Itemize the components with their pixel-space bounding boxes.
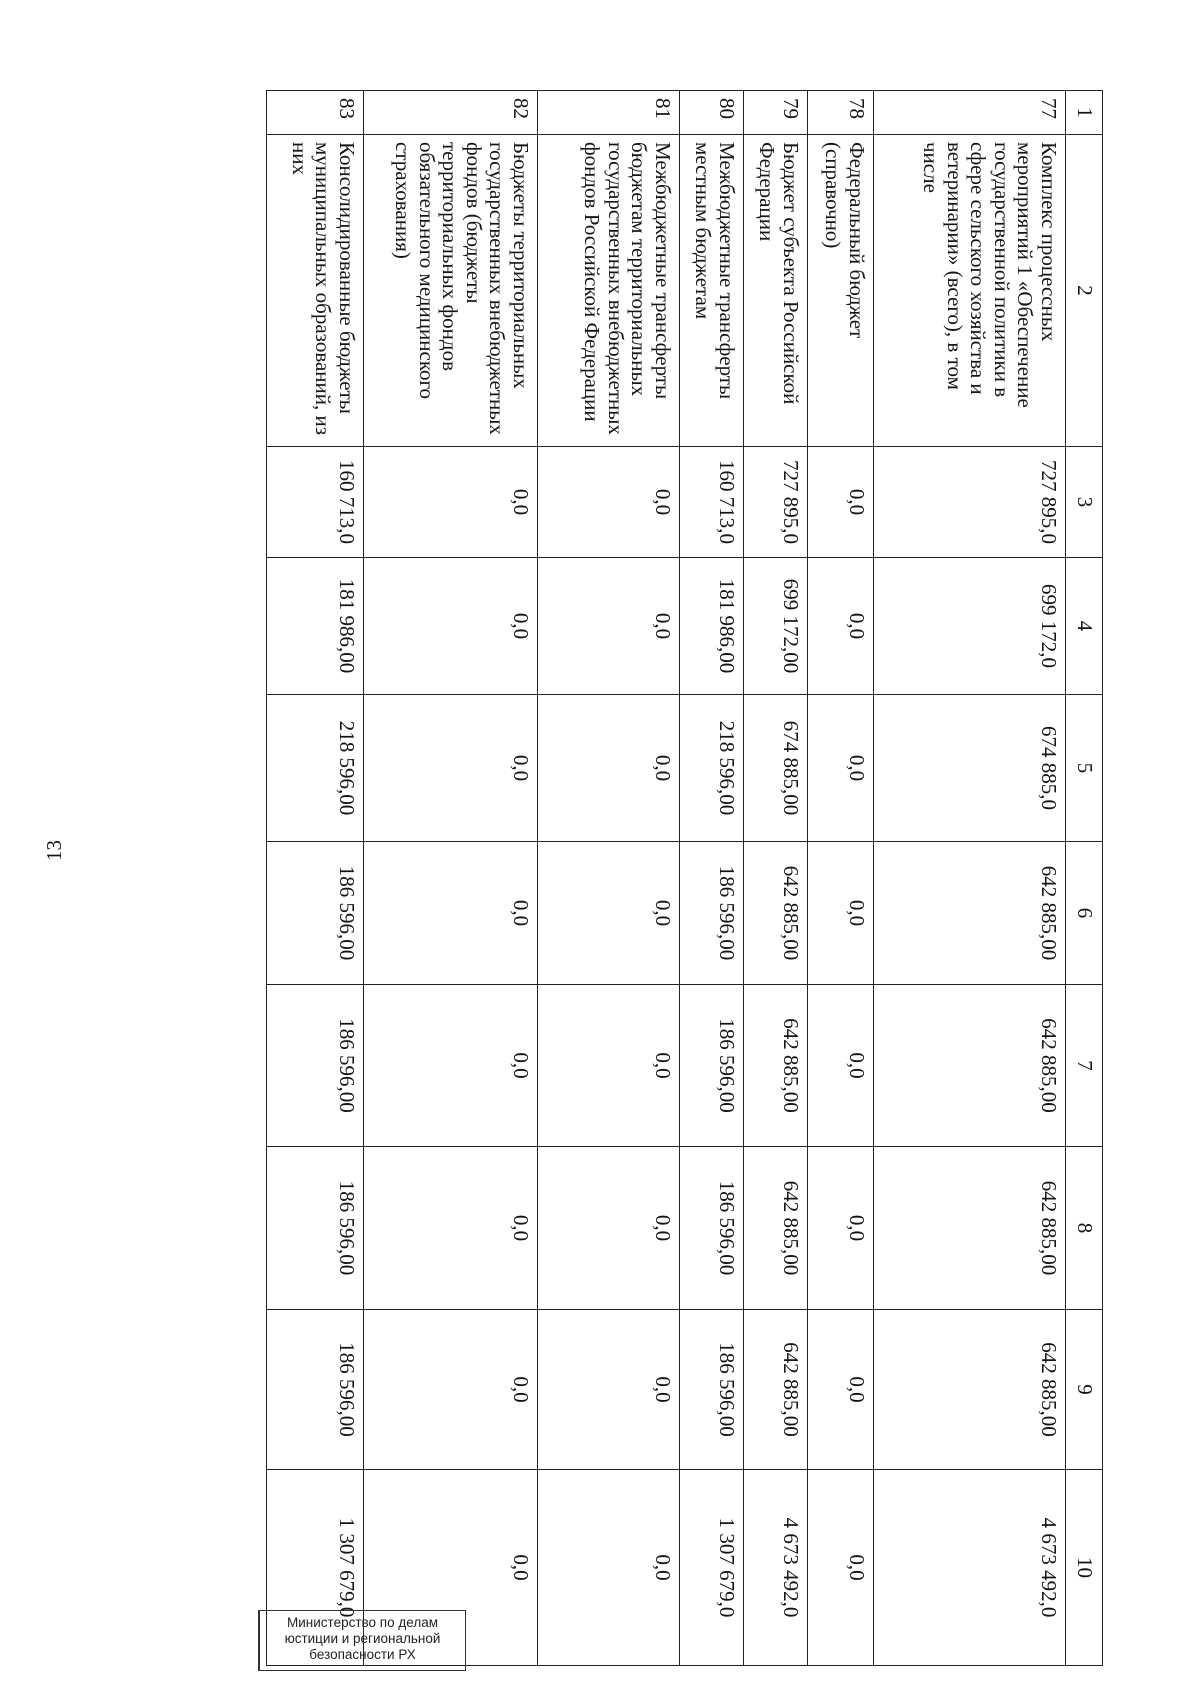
table-cell: 0,0 (808, 447, 874, 558)
table-row (744, 91, 808, 1666)
table-cell: 0,0 (364, 842, 538, 985)
table-header (1066, 91, 1103, 1666)
column-header: 5 (1066, 695, 1103, 842)
table-cell: 0,0 (364, 985, 538, 1147)
stamp-line: безопасности РХ (309, 1647, 416, 1663)
rotated-page-content (178, 90, 1103, 1665)
table-cell: 699 172,0 (874, 558, 1066, 695)
table-cell: 0,0 (364, 1310, 538, 1470)
row-number: 79 (744, 91, 808, 135)
table-row (364, 91, 538, 1666)
table-cell: 642 885,00 (744, 985, 808, 1147)
table-cell: 642 885,00 (874, 1310, 1066, 1470)
table-cell: 186 596,00 (267, 1147, 364, 1310)
table-row (874, 91, 1066, 1666)
table-cell: 0,0 (808, 842, 874, 985)
table-cell: 1 307 679,0 (267, 1470, 364, 1666)
table-cell: 0,0 (808, 985, 874, 1147)
table-cell: 0,0 (808, 1310, 874, 1470)
table-cell: 0,0 (808, 1147, 874, 1310)
table-cell: 727 895,0 (744, 447, 808, 558)
table-cell: 218 596,00 (680, 695, 744, 842)
column-header: 4 (1066, 558, 1103, 695)
stamp-line: юстиции и региональной (284, 1631, 441, 1647)
budget-table (266, 90, 1103, 1666)
header-row (1066, 91, 1103, 1666)
table-cell: 186 596,00 (680, 1310, 744, 1470)
table-cell: 0,0 (364, 1147, 538, 1310)
table-cell: 186 596,00 (680, 985, 744, 1147)
table-cell: 0,0 (364, 1470, 538, 1666)
table-cell: 186 596,00 (680, 842, 744, 985)
table-cell: 1 307 679,0 (680, 1470, 744, 1666)
row-name: Межбюджетные трансферты местным бюджетам (680, 135, 744, 447)
table-cell: 4 673 492,0 (744, 1470, 808, 1666)
table-cell: 0,0 (538, 842, 680, 985)
table-cell: 0,0 (808, 695, 874, 842)
row-name: Консолидированные бюджеты муниципальных образований, из них (267, 135, 364, 447)
row-number: 80 (680, 91, 744, 135)
table-cell: 642 885,00 (744, 1310, 808, 1470)
column-header: 6 (1066, 842, 1103, 985)
table-cell: 160 713,0 (680, 447, 744, 558)
table-cell: 181 986,00 (680, 558, 744, 695)
row-name: Комплекс процессных мероприятий 1 «Обеспечение государственной политики в сфере сельского хозяйства и ветеринарии» (всего), в том числе (874, 135, 1066, 447)
table-cell: 186 596,00 (267, 1310, 364, 1470)
table-cell: 0,0 (538, 1470, 680, 1666)
row-name: Бюджет субъекта Российской Федерации (744, 135, 808, 447)
table-cell: 0,0 (808, 558, 874, 695)
table-cell: 0,0 (538, 447, 680, 558)
table-row (538, 91, 680, 1666)
table-row (267, 91, 364, 1666)
row-number: 78 (808, 91, 874, 135)
table-cell: 727 895,0 (874, 447, 1066, 558)
table-cell: 699 172,00 (744, 558, 808, 695)
table-body (267, 91, 1066, 1666)
table-cell: 181 986,00 (267, 558, 364, 695)
row-name: Межбюджетные трансферты бюджетам территориальных государственных внебюджетных фондов Российской Федерации (538, 135, 680, 447)
table-cell: 642 885,00 (744, 1147, 808, 1310)
column-header: 1 (1066, 91, 1103, 135)
table-cell: 674 885,0 (874, 695, 1066, 842)
column-header: 9 (1066, 1310, 1103, 1470)
column-header: 3 (1066, 447, 1103, 558)
table-cell: 0,0 (538, 985, 680, 1147)
column-header: 10 (1066, 1470, 1103, 1666)
table-cell: 642 885,00 (874, 1147, 1066, 1310)
column-header: 8 (1066, 1147, 1103, 1310)
table-cell: 160 713,0 (267, 447, 364, 558)
table-cell: 4 673 492,0 (874, 1470, 1066, 1666)
table-cell: 0,0 (364, 447, 538, 558)
table-cell: 642 885,00 (744, 842, 808, 985)
row-number: 81 (538, 91, 680, 135)
table-cell: 186 596,00 (267, 842, 364, 985)
row-name: Бюджеты территориальных государственных внебюджетных фондов (бюджеты территориальных фондов обязательного медицинского страхования) (364, 135, 538, 447)
ministry-stamp (258, 1610, 466, 1671)
table-cell: 642 885,00 (874, 842, 1066, 985)
table-cell: 0,0 (538, 1310, 680, 1470)
row-number: 82 (364, 91, 538, 135)
row-name: Федеральный бюджет (справочно) (808, 135, 874, 447)
table-cell: 0,0 (364, 695, 538, 842)
table-row (680, 91, 744, 1666)
column-header: 2 (1066, 135, 1103, 447)
table-cell: 642 885,00 (874, 985, 1066, 1147)
table-cell: 186 596,00 (680, 1147, 744, 1310)
table-cell: 186 596,00 (267, 985, 364, 1147)
table-cell: 0,0 (538, 558, 680, 695)
column-header: 7 (1066, 985, 1103, 1147)
row-number: 77 (874, 91, 1066, 135)
table-cell: 674 885,00 (744, 695, 808, 842)
table-cell: 0,0 (538, 695, 680, 842)
row-number: 83 (267, 91, 364, 135)
stamp-line: Министерство по делам (287, 1615, 438, 1630)
table-cell: 0,0 (364, 558, 538, 695)
table-cell: 0,0 (538, 1147, 680, 1310)
table-cell: 218 596,00 (267, 695, 364, 842)
table-cell: 0,0 (808, 1470, 874, 1666)
table-row (808, 91, 874, 1666)
page-number: 13 (42, 840, 66, 861)
